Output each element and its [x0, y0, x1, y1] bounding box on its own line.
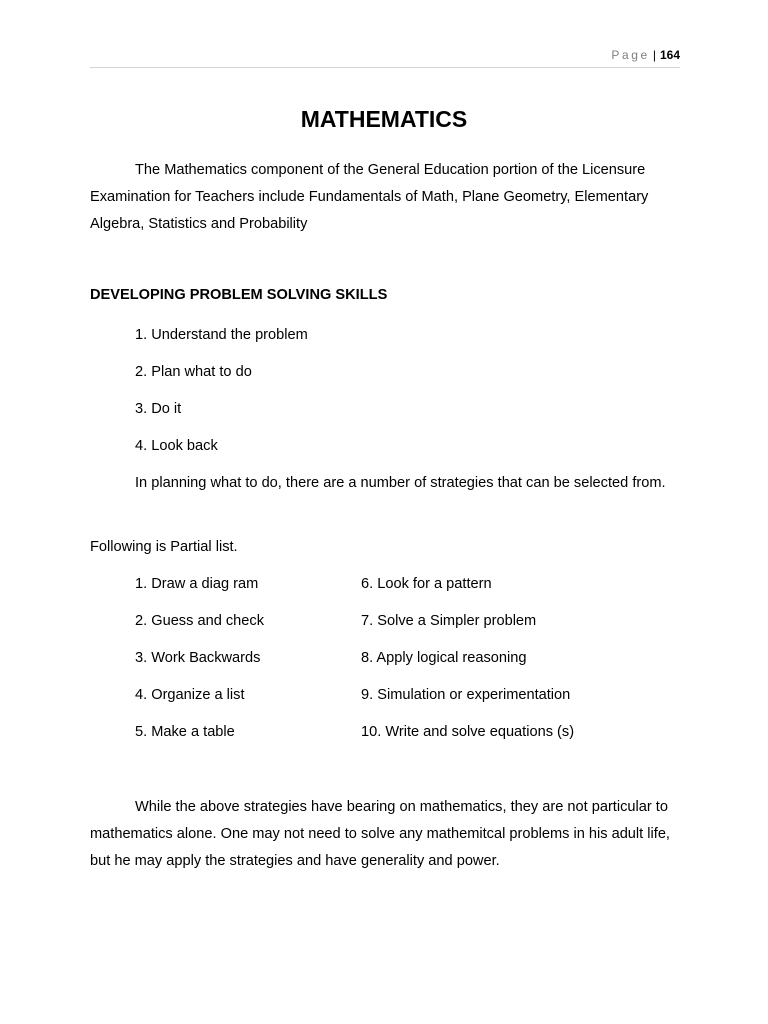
strategy-item: 10. Write and solve equations (s) [361, 724, 575, 740]
step-item: 3. Do it [135, 401, 182, 417]
strategy-item: 2. Guess and check [135, 613, 264, 629]
page-word: Page [611, 48, 650, 62]
page-number-label [611, 48, 680, 62]
step-item: 2. Plan what to do [135, 364, 252, 380]
strategy-item: 4. Organize a list [135, 687, 245, 703]
page-header [90, 46, 680, 68]
partial-list-intro: Following is Partial list. [90, 539, 238, 555]
page-title: MATHEMATICS [300, 106, 468, 132]
closing-paragraph: While the above strategies have bearing on mathematics, they are not particular to mathematics alone. One may not need to solve any mathemitcal problems in his adult life, but he may apply the strategies and have generality and power. [90, 799, 670, 869]
strategy-item: 1. Draw a diag ram [135, 576, 259, 592]
step-item: 4. Look back [135, 438, 218, 454]
page-separator: | [652, 48, 656, 62]
strategy-item: 5. Make a table [135, 724, 235, 740]
strategy-item: 9. Simulation or experimentation [361, 687, 571, 703]
section-heading: DEVELOPING PROBLEM SOLVING SKILLS [90, 287, 388, 303]
strategy-item: 7. Solve a Simpler problem [361, 613, 537, 629]
strategy-item: 6. Look for a pattern [361, 576, 492, 592]
step-item: 1. Understand the problem [135, 327, 308, 343]
planning-paragraph: In planning what to do, there are a number of strategies that can be selected from. [135, 475, 666, 491]
strategy-item: 3. Work Backwards [135, 650, 261, 666]
page-number: 164 [659, 48, 680, 62]
strategy-item: 8. Apply logical reasoning [361, 650, 527, 666]
intro-paragraph: The Mathematics component of the General Education portion of the Licensure Examination for Teachers include Fundamentals of Math, Plane Geometry, Elementary Algebra, Statistics and Probability [90, 162, 649, 232]
